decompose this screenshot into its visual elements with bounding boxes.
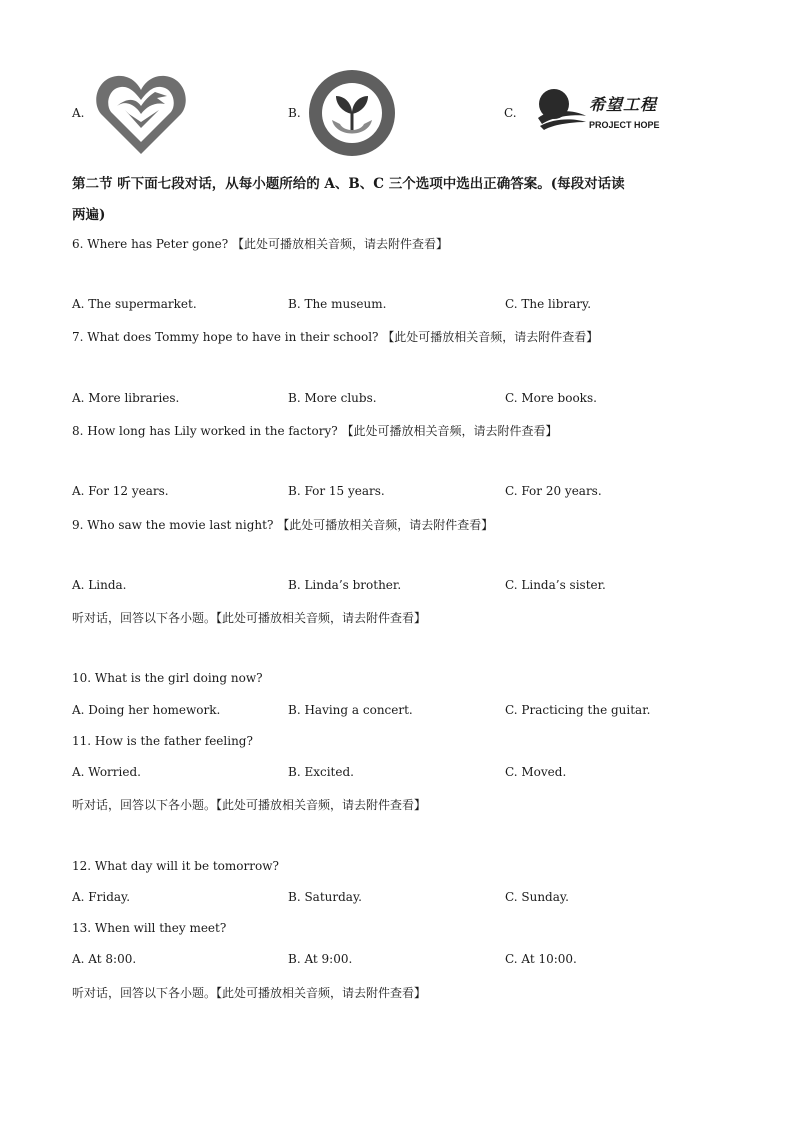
q12-option-b[interactable]: B. Saturday. bbox=[288, 890, 362, 904]
q6-option-c[interactable]: C. The library. bbox=[505, 297, 592, 311]
q10-option-c[interactable]: C. Practicing the guitar. bbox=[505, 703, 651, 717]
q9-option-b[interactable]: B. Linda’s brother. bbox=[288, 578, 402, 592]
section-heading-line2: 两遍) bbox=[72, 207, 106, 223]
option-b-label: B. bbox=[288, 106, 301, 120]
q7-option-a[interactable]: A. More libraries. bbox=[72, 391, 180, 405]
q8-option-b[interactable]: B. For 15 years. bbox=[288, 484, 385, 498]
option-a-label: A. bbox=[72, 106, 85, 120]
q8-option-a[interactable]: A. For 12 years. bbox=[72, 484, 169, 498]
q8-option-c[interactable]: C. For 20 years. bbox=[505, 484, 602, 498]
q6-option-b[interactable]: B. The museum. bbox=[288, 297, 387, 311]
question-10: 10. What is the girl doing now? bbox=[72, 671, 263, 685]
question-13: 13. When will they meet? bbox=[72, 921, 227, 935]
q11-option-a[interactable]: A. Worried. bbox=[72, 765, 141, 779]
question-9: 9. Who saw the movie last night? 【此处可播放相关音频，请去附件查看】 bbox=[72, 518, 494, 532]
q12-option-c[interactable]: C. Sunday. bbox=[505, 890, 569, 904]
logo-subtitle: PROJECT HOPE bbox=[589, 120, 660, 130]
question-7: 7. What does Tommy hope to have in their school? 【此处可播放相关音频，请去附件查看】 bbox=[72, 330, 599, 344]
option-c-label: C. bbox=[504, 106, 517, 120]
project-hope-logo bbox=[536, 88, 588, 136]
q13-option-b[interactable]: B. At 9:00. bbox=[288, 952, 353, 966]
logo-chinese-title: 希望工程 bbox=[589, 95, 658, 114]
heart-dove-logo bbox=[95, 70, 187, 160]
q10-option-b[interactable]: B. Having a concert. bbox=[288, 703, 413, 717]
listen-instruction-1: 听对话，回答以下各小题。【此处可播放相关音频，请去附件查看】 bbox=[72, 611, 427, 625]
q9-option-c[interactable]: C. Linda’s sister. bbox=[505, 578, 606, 592]
q13-option-a[interactable]: A. At 8:00. bbox=[72, 952, 137, 966]
q12-option-a[interactable]: A. Friday. bbox=[72, 890, 131, 904]
q11-option-c[interactable]: C. Moved. bbox=[505, 765, 567, 779]
question-12: 12. What day will it be tomorrow? bbox=[72, 859, 279, 873]
q7-option-b[interactable]: B. More clubs. bbox=[288, 391, 377, 405]
q9-option-a[interactable]: A. Linda. bbox=[72, 578, 127, 592]
listen-instruction-3: 听对话，回答以下各小题。【此处可播放相关音频，请去附件查看】 bbox=[72, 986, 427, 1000]
section-heading-line1: 第二节 听下面七段对话，从每小题所给的 A、B、C 三个选项中选出正确答案。(每段对话读 bbox=[72, 176, 625, 192]
listen-instruction-2: 听对话，回答以下各小题。【此处可播放相关音频，请去附件查看】 bbox=[72, 798, 427, 812]
q13-option-c[interactable]: C. At 10:00. bbox=[505, 952, 577, 966]
q10-option-a[interactable]: A. Doing her homework. bbox=[72, 703, 221, 717]
question-8: 8. How long has Lily worked in the factory? 【此处可播放相关音频，请去附件查看】 bbox=[72, 424, 558, 438]
q11-option-b[interactable]: B. Excited. bbox=[288, 765, 354, 779]
q7-option-c[interactable]: C. More books. bbox=[505, 391, 597, 405]
q6-option-a[interactable]: A. The supermarket. bbox=[72, 297, 197, 311]
question-6: 6. Where has Peter gone? 【此处可播放相关音频，请去附件查看】 bbox=[72, 237, 449, 251]
question-11: 11. How is the father feeling? bbox=[72, 734, 253, 748]
